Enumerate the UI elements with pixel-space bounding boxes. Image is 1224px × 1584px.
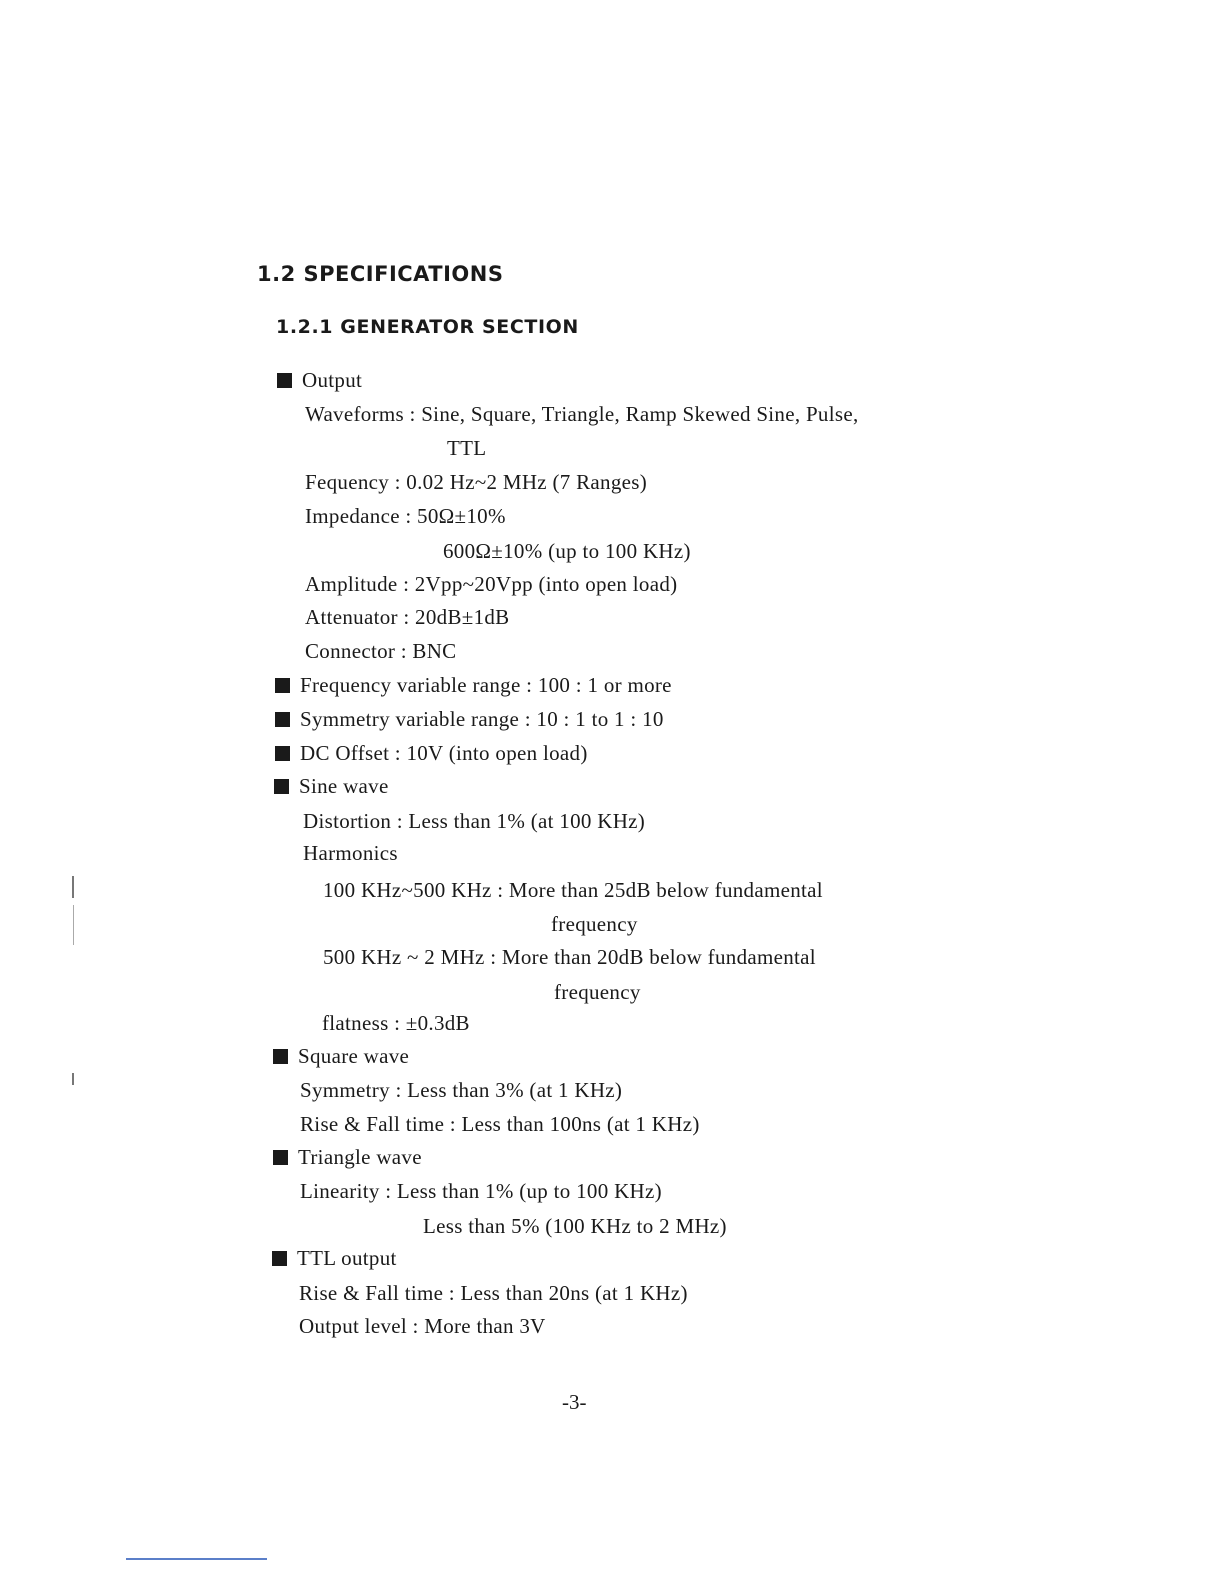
bullet-output xyxy=(277,367,362,393)
spec-connector: Connector : BNC xyxy=(305,639,457,663)
spec-frequency: Fequency : 0.02 Hz~2 MHz (7 Ranges) xyxy=(305,470,648,494)
bullet-square-icon xyxy=(272,1251,287,1266)
spec-impedance-cont: 600Ω±10% (up to 100 KHz) xyxy=(443,539,691,563)
spec-harmonics-2: 500 KHz ~ 2 MHz : More than 20dB below fundamental xyxy=(323,945,816,969)
spec-flatness: flatness : ±0.3dB xyxy=(322,1011,470,1035)
spec-harmonics-1-cont: frequency xyxy=(551,912,638,936)
bullet-square-icon xyxy=(277,373,292,388)
sine-title: Sine wave xyxy=(299,774,389,798)
scan-mark xyxy=(72,1073,74,1085)
spec-ttl-output-level: Output level : More than 3V xyxy=(299,1314,546,1338)
freq-var-text: Frequency variable range : 100 : 1 or more xyxy=(300,673,672,697)
bullet-dc-offset xyxy=(275,740,588,766)
section-heading: 1.2 SPECIFICATIONS xyxy=(257,262,504,286)
square-title: Square wave xyxy=(298,1044,410,1068)
spec-linearity: Linearity : Less than 1% (up to 100 KHz) xyxy=(300,1179,662,1203)
bullet-square-icon xyxy=(274,779,289,794)
bullet-symmetry-variable xyxy=(275,706,664,732)
scan-edge-line xyxy=(126,1558,267,1560)
bullet-ttl-output xyxy=(272,1245,397,1271)
spec-harmonics-2-cont: frequency xyxy=(554,980,641,1004)
bullet-sine-wave xyxy=(274,773,389,799)
spec-harmonics: Harmonics xyxy=(303,841,398,865)
bullet-square-icon xyxy=(273,1049,288,1064)
scan-mark xyxy=(73,905,74,945)
sym-var-text: Symmetry variable range : 10 : 1 to 1 : 10 xyxy=(300,707,664,731)
spec-square-rise-fall: Rise & Fall time : Less than 100ns (at 1 KHz) xyxy=(300,1112,700,1136)
bullet-square-icon xyxy=(275,678,290,693)
scan-mark xyxy=(72,876,74,898)
ttl-title: TTL output xyxy=(297,1246,397,1270)
spec-harmonics-1: 100 KHz~500 KHz : More than 25dB below fundamental xyxy=(323,878,823,902)
subsection-heading: 1.2.1 GENERATOR SECTION xyxy=(276,316,579,338)
bullet-square-wave xyxy=(273,1043,409,1069)
output-title: Output xyxy=(302,368,363,392)
spec-distortion: Distortion : Less than 1% (at 100 KHz) xyxy=(303,809,646,833)
bullet-triangle-wave xyxy=(273,1144,422,1170)
spec-ttl-rise-fall: Rise & Fall time : Less than 20ns (at 1 KHz) xyxy=(299,1281,688,1305)
spec-impedance: Impedance : 50Ω±10% xyxy=(305,504,506,528)
spec-attenuator: Attenuator : 20dB±1dB xyxy=(305,605,510,629)
spec-waveforms-cont: TTL xyxy=(447,436,487,460)
bullet-square-icon xyxy=(273,1150,288,1165)
page-number: -3- xyxy=(562,1390,587,1414)
spec-linearity-cont: Less than 5% (100 KHz to 2 MHz) xyxy=(423,1214,727,1238)
spec-square-symmetry: Symmetry : Less than 3% (at 1 KHz) xyxy=(300,1078,623,1102)
bullet-square-icon xyxy=(275,746,290,761)
spec-amplitude: Amplitude : 2Vpp~20Vpp (into open load) xyxy=(305,572,678,596)
spec-waveforms: Waveforms : Sine, Square, Triangle, Ramp Skewed Sine, Pulse, xyxy=(305,402,859,426)
bullet-square-icon xyxy=(275,712,290,727)
dc-offset-text: DC Offset : 10V (into open load) xyxy=(300,741,588,765)
bullet-frequency-variable xyxy=(275,672,672,698)
triangle-title: Triangle wave xyxy=(298,1145,422,1169)
